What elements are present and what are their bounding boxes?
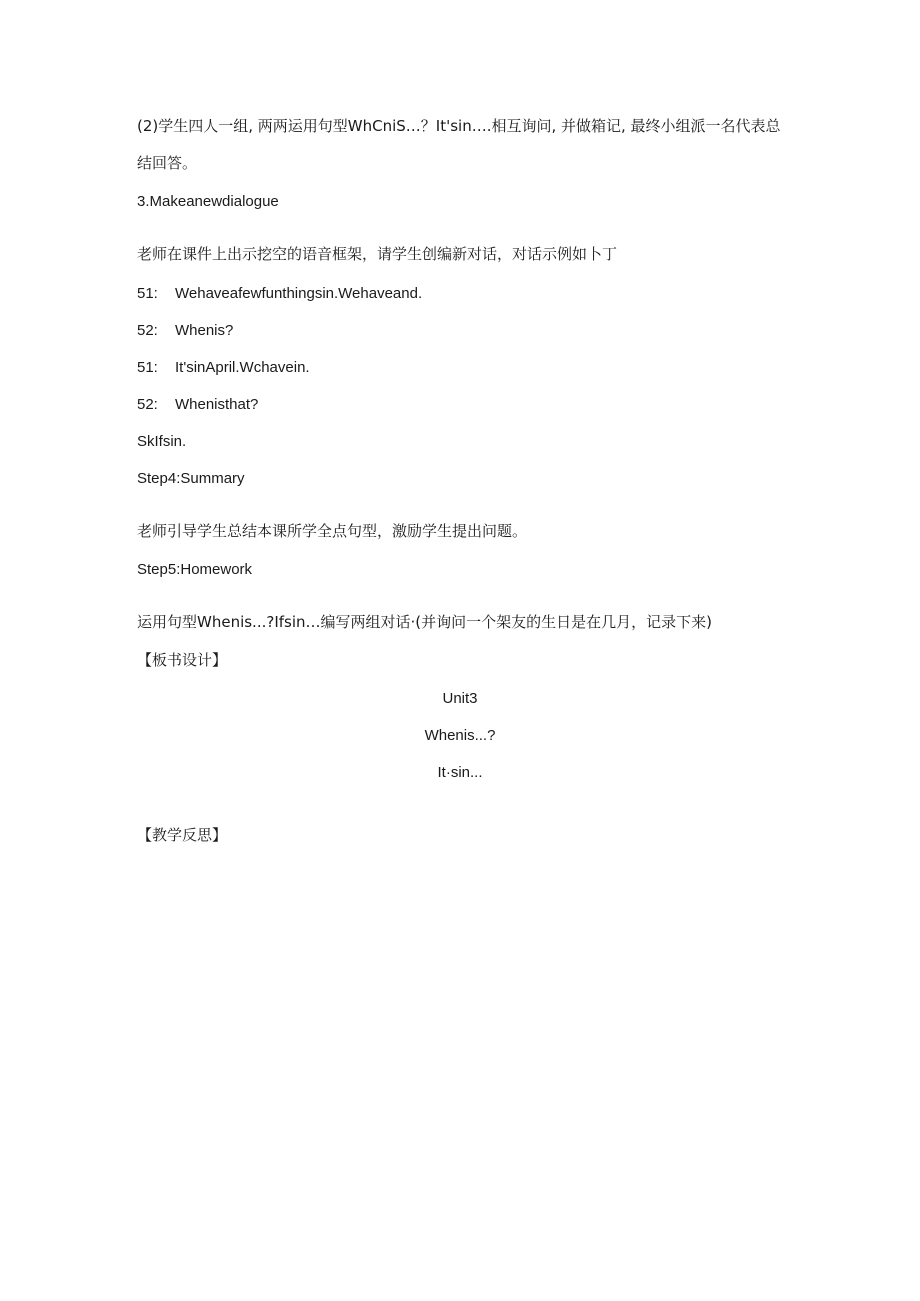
board-line-question: Whenis...? (424, 727, 496, 744)
dialogue-text: Whenisthat? (175, 396, 259, 413)
paragraph-group-work-line2: 结回答。 (137, 154, 198, 172)
dialogue-speaker: 51: (137, 285, 158, 302)
dialogue-line (137, 284, 422, 304)
board-line-unit: Unit3 (442, 690, 478, 707)
heading-step4: Step4:Summary (137, 470, 245, 487)
heading-teaching-reflection: 【教学反思】 (137, 826, 228, 844)
paragraph-instruction: 老师在课件上出示挖空的语音框架，请学生创编新对话，对话示例如卜丁 (137, 245, 618, 263)
dialogue-speaker: 52: (137, 396, 158, 413)
board-line-answer: It·sin... (437, 764, 483, 781)
paragraph-group-work-line1: (2)学生四人一组, 两两运用句型WhCniS…？It'sin….相互询问, 并做箱记, 最终小组派一名代表总 (137, 117, 781, 135)
dialogue-line (137, 321, 233, 341)
dialogue-end-line: SkIfsin. (137, 433, 187, 450)
dialogue-text: Whenis? (175, 322, 234, 339)
dialogue-text: It'sinApril.Wchavein. (175, 359, 310, 376)
dialogue-text: Wehaveafewfunthingsin.Wehaveand. (175, 285, 423, 302)
paragraph-step4-summary: 老师引导学生总结本课所学全点句型，激励学生提出问题。 (137, 522, 528, 540)
heading-make-dialogue: 3.Makeanewdialogue (137, 193, 279, 210)
dialogue-speaker: 51: (137, 359, 158, 376)
paragraph-step5-homework: 运用句型Whenis...?Ifsin…编写两组对话·(并询问一个架友的生日是在几月，记录下来) (137, 613, 712, 631)
dialogue-line (137, 358, 310, 378)
heading-step5: Step5:Homework (137, 561, 253, 578)
dialogue-line (137, 395, 258, 415)
dialogue-speaker: 52: (137, 322, 158, 339)
heading-board-design: 【板书设计】 (137, 651, 228, 669)
